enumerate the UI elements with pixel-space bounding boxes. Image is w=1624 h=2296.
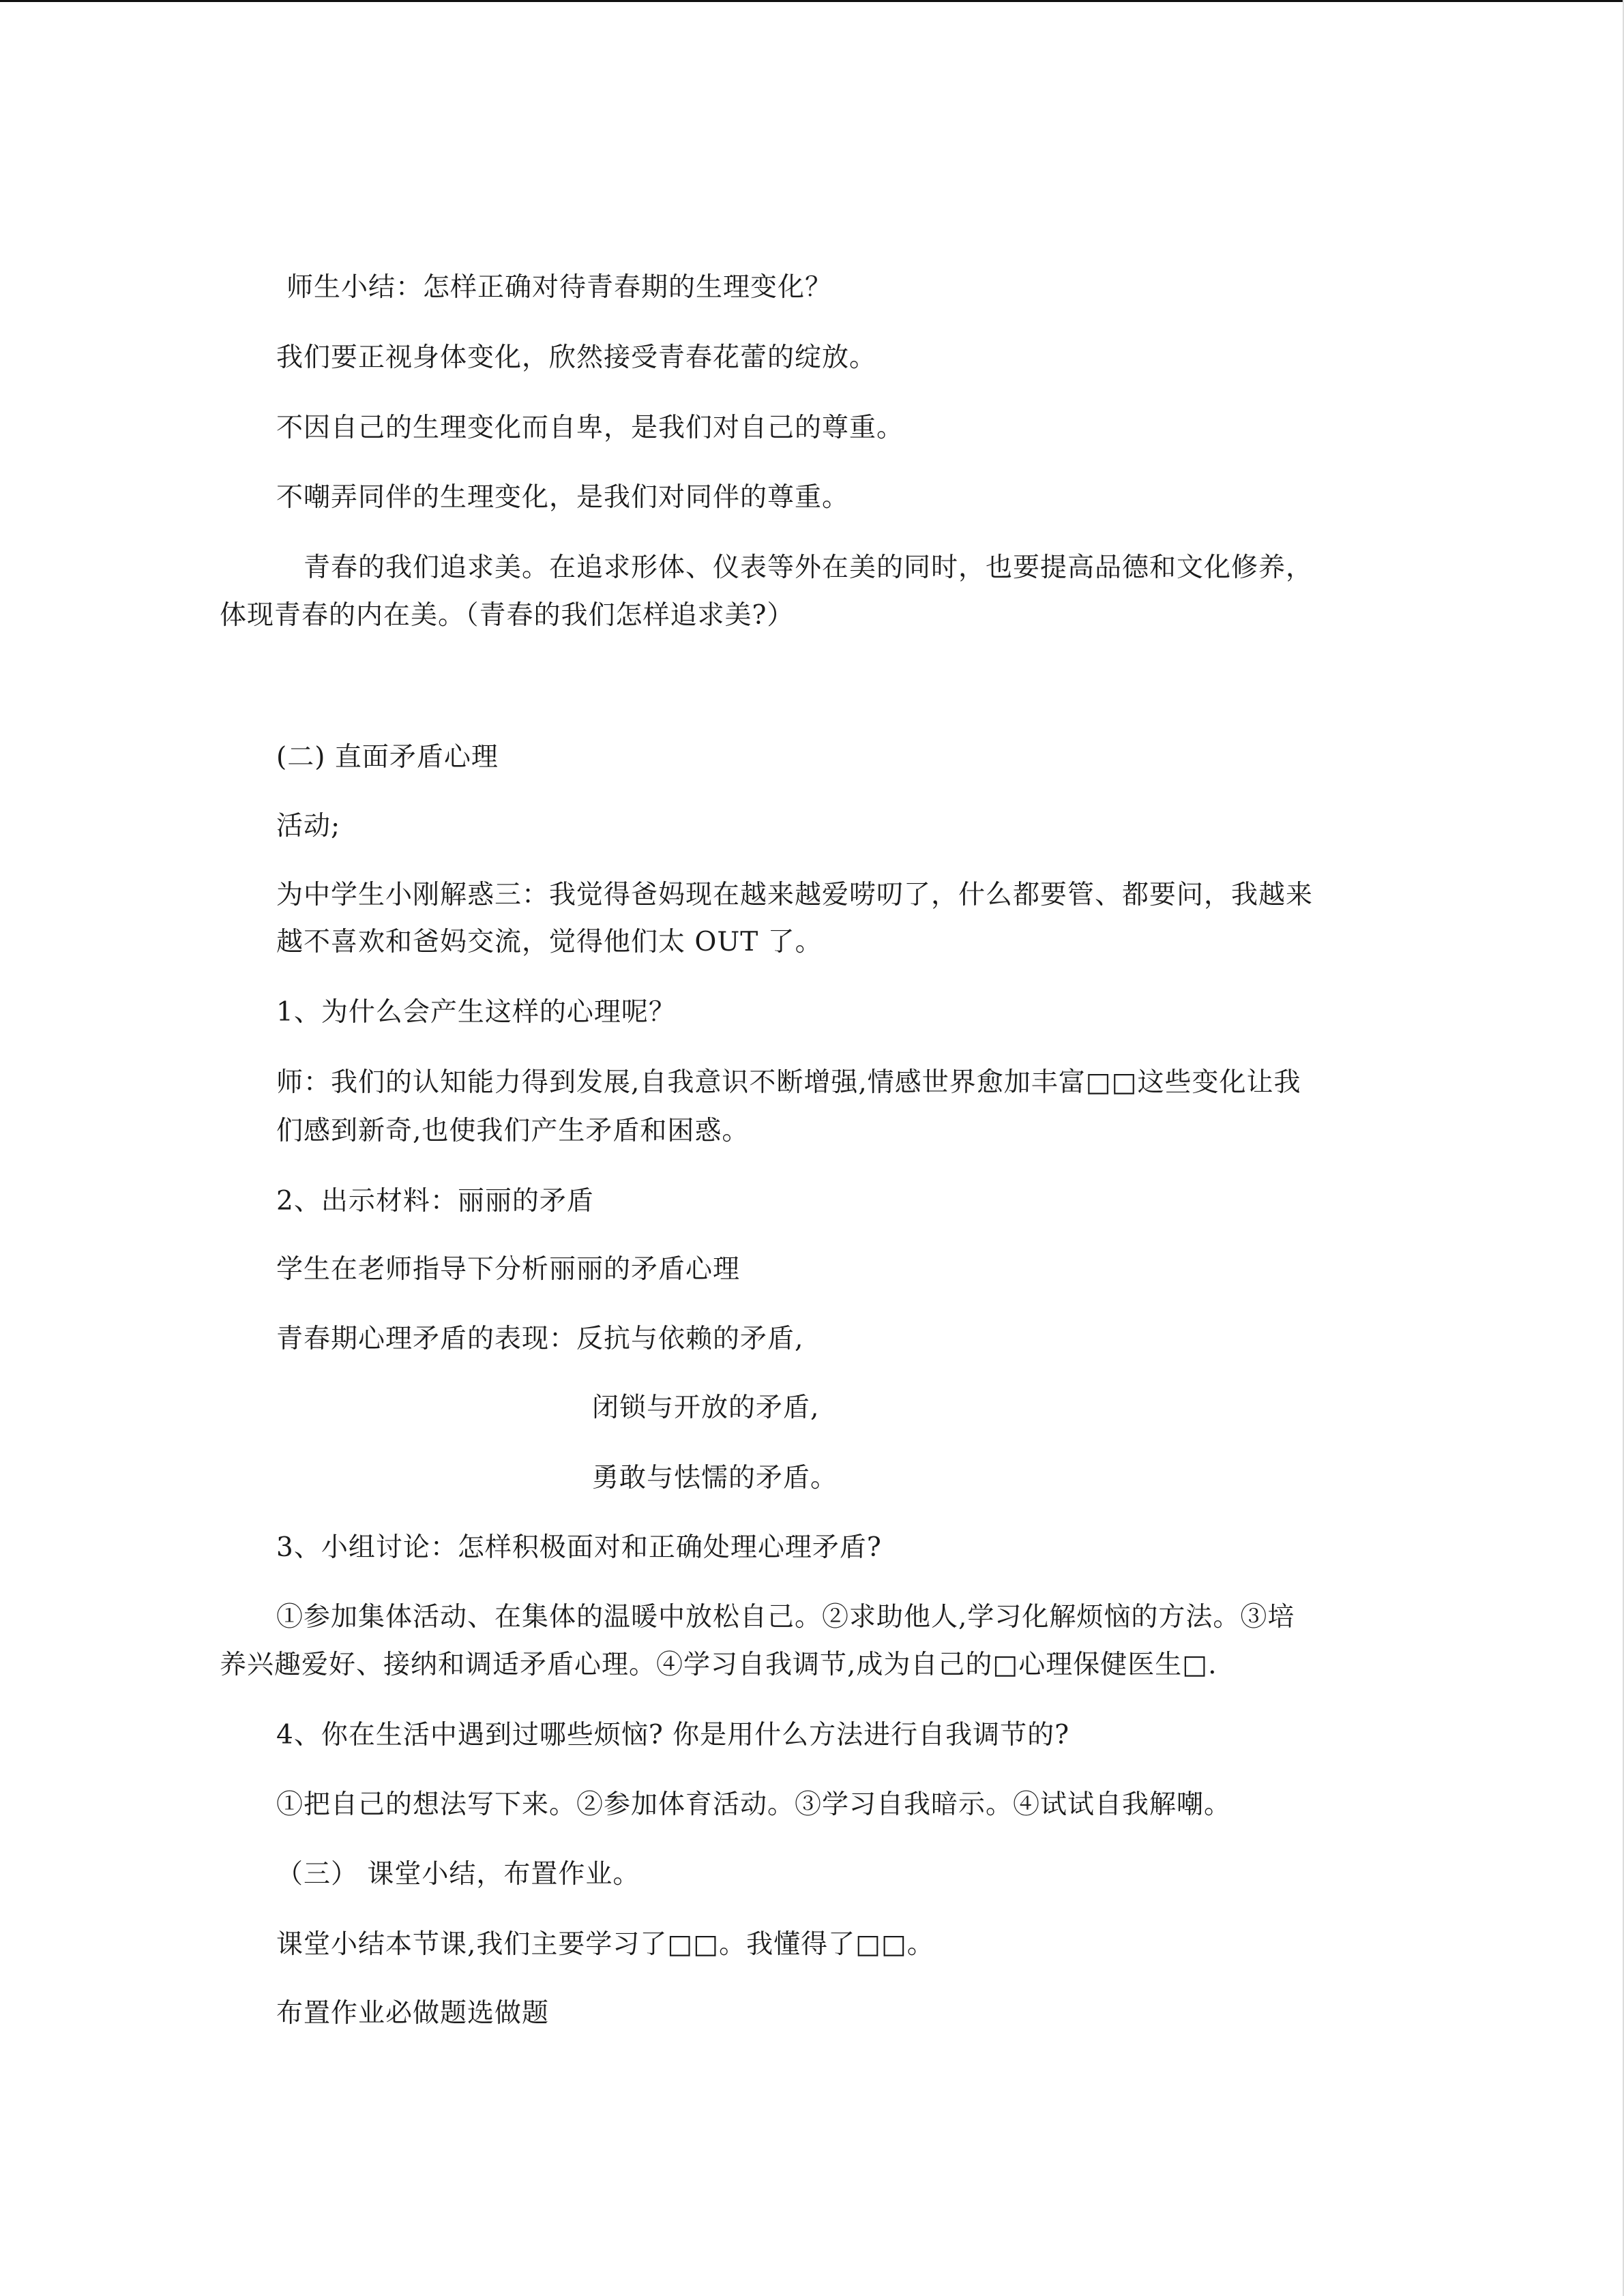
paragraph-line: 不因自己的生理变化而自卑，是我们对自己的尊重。 [276,413,904,443]
paragraph-line: 青春的我们追求美。在追求形体、仪表等外在美的同时，也要提高品德和文化修养， [304,552,1314,583]
paragraph-line: 为中学生小刚解惑三：我觉得爸妈现在越来越爱唠叨了，什么都要管、都要问，我越来 [276,880,1314,910]
paragraph-line: 体现青春的内在美。（青春的我们怎样追求美?） [220,600,795,631]
paragraph-line: 不嘲弄同伴的生理变化，是我们对同伴的尊重。 [276,482,850,513]
paragraph-line: 闭锁与开放的矛盾, [592,1392,820,1423]
paragraph-line: ①参加集体活动、在集体的温暖中放松自己。②求助他人,学习化解烦恼的方法。③培 [276,1602,1295,1632]
paragraph-line: 青春期心理矛盾的表现：反抗与依赖的矛盾, [276,1324,804,1354]
question-item: 1、为什么会产生这样的心理呢？ [276,997,676,1028]
paragraph-line: 学生在老师指导下分析丽丽的矛盾心理 [276,1254,741,1285]
question-item: 4、你在生活中遇到过哪些烦恼? 你是用什么方法进行自我调节的? [276,1720,1070,1750]
paragraph-line: 越不喜欢和爸妈交流，觉得他们太 OUT 了。 [276,927,823,957]
question-item: 2、出示材料：丽丽的矛盾 [276,1186,594,1217]
page-top-border [0,0,1624,2]
summary-heading: 师生小结：怎样正确对待青春期的生理变化？ [286,272,833,303]
paragraph-line: 们感到新奇,也使我们产生矛盾和困惑。 [276,1116,750,1146]
paragraph-line: 课堂小结本节课,我们主要学习了□□。我懂得了□□。 [276,1929,934,1960]
paragraph-line: 养兴趣爱好、接纳和调适矛盾心理。④学习自我调节,成为自己的□心理保健医生□. [220,1650,1217,1680]
paragraph-line: 勇敢与怯懦的矛盾。 [592,1463,838,1493]
paragraph-line: 布置作业必做题选做题 [276,1998,550,2029]
paragraph-line: 我们要正视身体变化，欣然接受青春花蕾的绽放。 [276,342,877,373]
question-item: 3、小组讨论：怎样积极面对和正确处理心理矛盾? [276,1532,882,1563]
section-heading: (二) 直面矛盾心理 [276,742,499,773]
paragraph-line: 师：我们的认知能力得到发展,自我意识不断增强,情感世界愈加丰富□□这些变化让我 [276,1067,1301,1098]
section-heading: （三） 课堂小结，布置作业。 [276,1859,640,1890]
paragraph-line: ①把自己的想法写下来。②参加体育活动。③学习自我暗示。④试试自我解嘲。 [276,1789,1232,1820]
paragraph-line: 活动; [276,811,341,841]
